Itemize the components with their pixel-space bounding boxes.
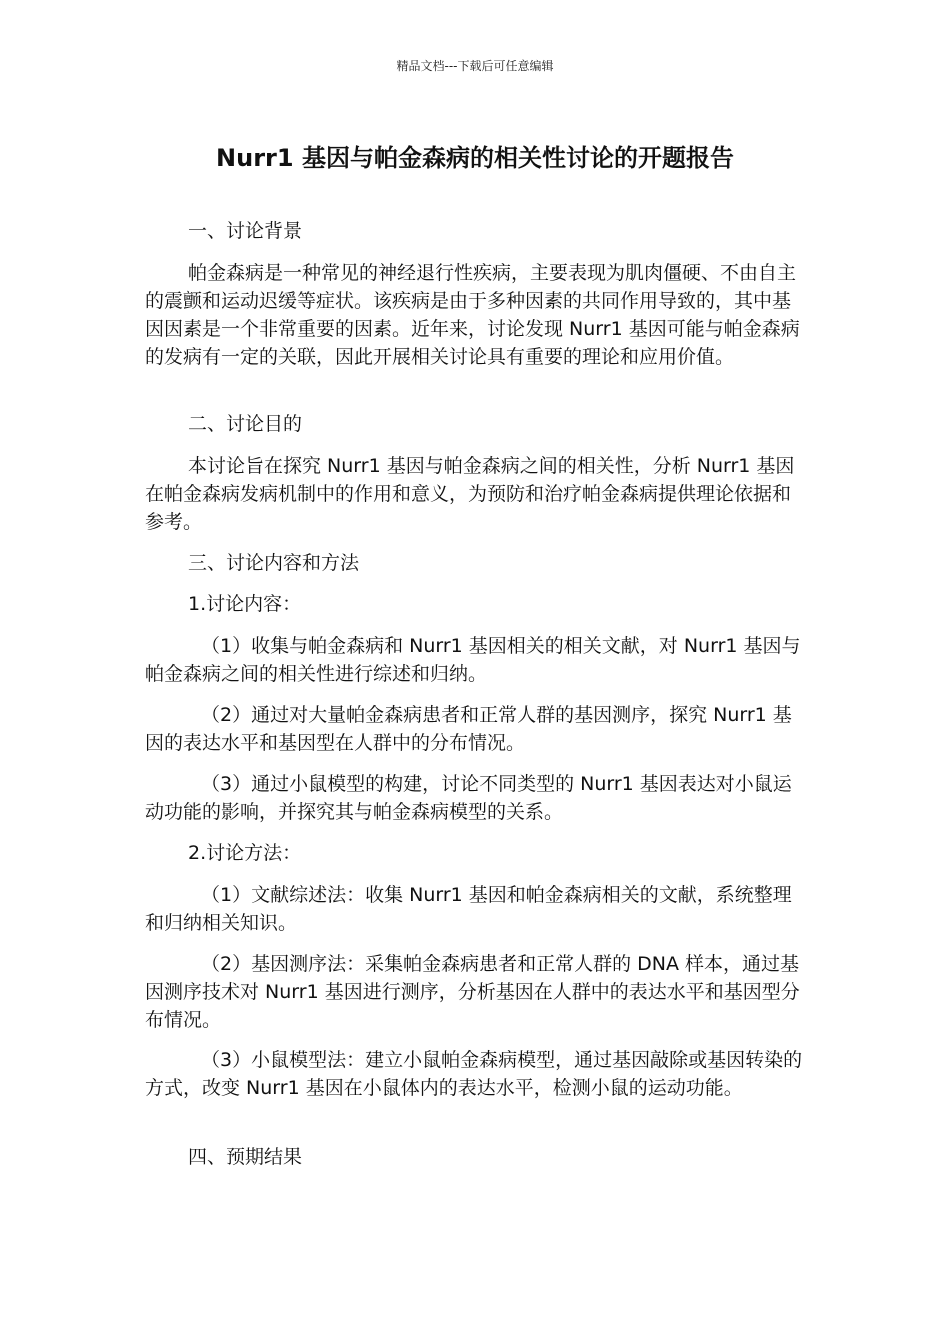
section-heading-expected: 四、预期结果	[188, 1146, 303, 1168]
content-item-2: （2）通过对大量帕金森病患者和正常人群的基因测序，探究 Nurr1 基因的表达水平和基因型在人群中的分布情况。	[145, 704, 792, 754]
section-heading-background: 一、讨论背景	[188, 220, 303, 242]
content-label: 1.讨论内容：	[188, 593, 302, 615]
purpose-paragraph: 本讨论旨在探究 Nurr1 基因与帕金森病之间的相关性，分析 Nurr1 基因在帕金森病发病机制中的作用和意义，为预防和治疗帕金森病提供理论依据和参考。	[145, 455, 795, 533]
methods-label: 2.讨论方法：	[188, 842, 302, 864]
method-item-1: （1）文献综述法：收集 Nurr1 基因和帕金森病相关的文献，系统整理和归纳相关知识。	[145, 884, 792, 934]
header-note: 精品文档---下载后可任意编辑	[396, 59, 554, 73]
content-item-3: （3）通过小鼠模型的构建，讨论不同类型的 Nurr1 基因表达对小鼠运动功能的影响，并探究其与帕金森病模型的关系。	[145, 773, 792, 823]
section-heading-content-methods: 三、讨论内容和方法	[188, 552, 360, 574]
document-title: Nurr1 基因与帕金森病的相关性讨论的开题报告	[216, 144, 734, 172]
section-heading-purpose: 二、讨论目的	[188, 413, 303, 435]
method-item-3: （3）小鼠模型法：建立小鼠帕金森病模型，通过基因敲除或基因转染的方式，改变 Nurr1 基因在小鼠体内的表达水平，检测小鼠的运动功能。	[145, 1049, 803, 1099]
method-item-2: （2）基因测序法：采集帕金森病患者和正常人群的 DNA 样本，通过基因测序技术对 Nurr1 基因进行测序，分析基因在人群中的表达水平和基因型分布情况。	[145, 953, 800, 1031]
background-paragraph: 帕金森病是一种常见的神经退行性疾病，主要表现为肌肉僵硬、不由自主的震颤和运动迟缓等症状。该疾病是由于多种因素的共同作用导致的，其中基因因素是一个非常重要的因素。近年来，讨论发现 Nurr1 基因可能与帕金森病的发病有一定的关联，因此开展相关讨论具有重要的理论和应用价值。	[145, 262, 800, 368]
content-item-1: （1）收集与帕金森病和 Nurr1 基因相关的相关文献，对 Nurr1 基因与帕金森病之间的相关性进行综述和归纳。	[145, 635, 801, 685]
